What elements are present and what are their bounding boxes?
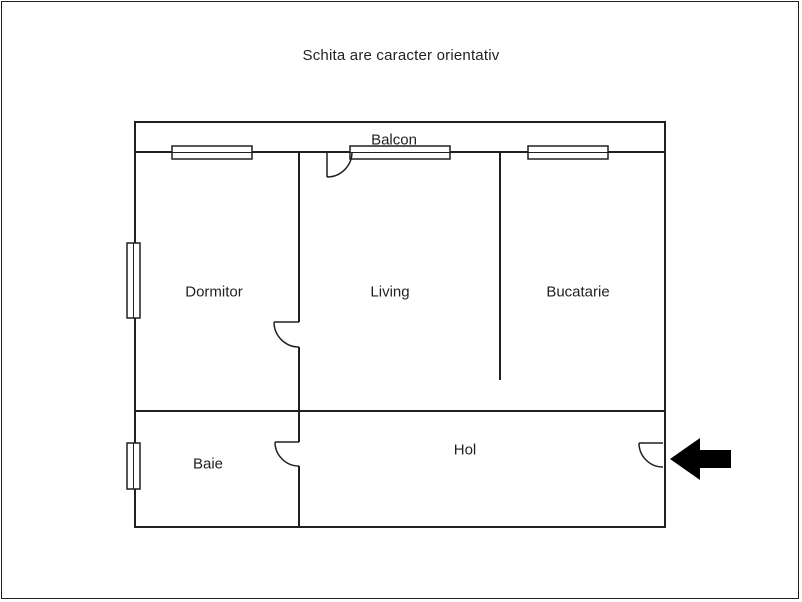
window-baie-west bbox=[127, 443, 140, 489]
room-label-baie: Baie bbox=[192, 455, 224, 473]
window-dormitor-west bbox=[127, 243, 140, 318]
window-dormitor-north bbox=[172, 146, 252, 159]
page-title: Schita are caracter orientativ bbox=[302, 47, 500, 64]
room-label-bucatarie: Bucatarie bbox=[546, 283, 610, 301]
doors-group bbox=[274, 152, 663, 467]
window-bucatarie-north bbox=[528, 146, 608, 159]
door-dormitor bbox=[274, 322, 299, 347]
room-label-living: Living bbox=[370, 283, 410, 301]
door-entrance bbox=[639, 443, 663, 467]
windows-group bbox=[127, 146, 608, 489]
room-label-balcon: Balcon bbox=[371, 131, 417, 149]
room-label-dormitor: Dormitor bbox=[185, 283, 243, 301]
room-label-hol: Hol bbox=[453, 441, 477, 459]
door-balcon bbox=[327, 152, 352, 177]
entrance-arrow bbox=[670, 438, 731, 480]
door-baie bbox=[275, 442, 299, 466]
